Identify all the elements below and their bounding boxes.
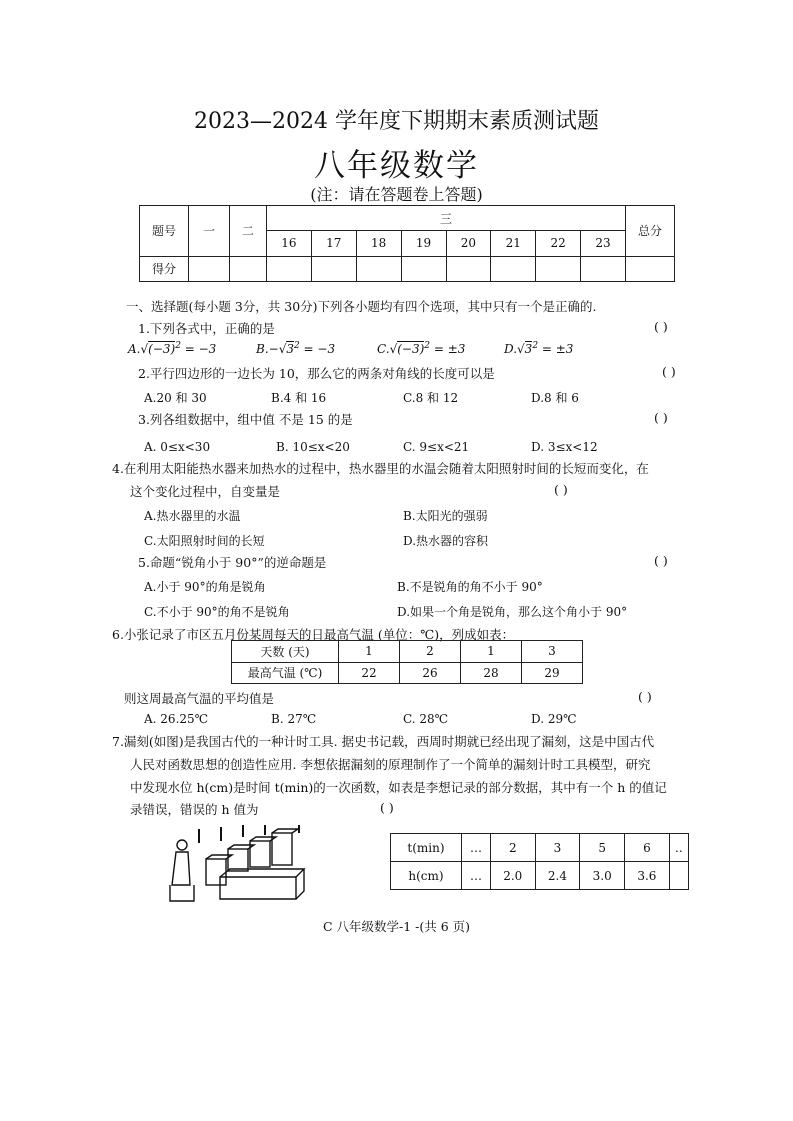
label-mark	[298, 825, 300, 833]
q6-stem: 6.小张记录了市区五月份某周每天的日最高气温 (单位：℃)，列成如表：	[112, 627, 515, 642]
score-table-sub-col: 16	[267, 231, 312, 256]
temp-table-cell: 22	[339, 662, 400, 684]
lou-table-cell: 2	[490, 834, 535, 862]
label-mark	[264, 825, 266, 835]
q3-option-d: D. 3≤x<12	[531, 440, 598, 454]
score-cell	[267, 256, 312, 281]
q4-stem-line1: 4.在利用太阳能热水器来加热水的过程中，热水器里的水温会随着太阳照射时间的长短而变化，在	[112, 461, 649, 476]
q4-option-b: B.太阳光的强弱	[403, 509, 488, 523]
platform-top	[220, 869, 304, 877]
lou-table-cell: 6	[625, 834, 670, 862]
q5-option-c: C.不小于 90°的角不是锐角	[144, 605, 290, 619]
q1-a-exponent: 2	[175, 341, 181, 351]
q4-option-d: D.热水器的容积	[403, 534, 489, 548]
vessel-1	[206, 859, 226, 885]
q6-option-c: C. 28℃	[403, 712, 449, 726]
score-cell	[491, 256, 536, 281]
q1-a-prefix: A.	[128, 342, 141, 356]
q4-option-c: C.太阳照射时间的长短	[144, 534, 265, 548]
score-table-col-3: 三	[267, 206, 626, 231]
lou-table-cell	[669, 862, 688, 890]
q3-option-b: B. 10≤x<20	[276, 440, 350, 454]
score-table-sub-col: 21	[491, 231, 536, 256]
vessel-2	[228, 849, 248, 871]
score-cell	[311, 256, 356, 281]
q6-option-d: D. 29℃	[531, 712, 577, 726]
q1-d-radicand: 3	[524, 342, 533, 356]
lou-table-cell: 2.0	[490, 862, 535, 890]
q1-c-prefix: C.	[377, 342, 390, 356]
q3-option-c: C. 9≤x<21	[403, 440, 470, 454]
score-table-sub-col: 18	[356, 231, 401, 256]
q1-option-d	[504, 341, 573, 356]
q1-b-prefix: B.−	[256, 342, 279, 356]
q6-answer-paren: ( )	[638, 689, 652, 704]
score-cell	[581, 256, 626, 281]
q1-c-radicand: (−3)	[397, 342, 425, 356]
temp-table-header: 最高气温 (℃)	[232, 662, 339, 684]
platform	[220, 877, 296, 899]
q2-answer-paren: ( )	[662, 364, 676, 379]
q7-answer-paren: ( )	[380, 800, 394, 815]
q5-option-a: A.小于 90°的角是锐角	[144, 580, 266, 594]
score-cell	[401, 256, 446, 281]
temp-table-header: 天数 (天)	[232, 641, 339, 663]
clepsydra-illustration	[158, 825, 308, 905]
q2-option-d: D.8 和 6	[531, 391, 579, 405]
q7-stem-line3: 中发现水位 h(cm)是时间 t(min)的一次函数，如表是李想记录的部分数据，其中有一个 h 的值记	[130, 780, 667, 795]
lou-table-cell: 3	[535, 834, 580, 862]
score-table-col-1: 一	[189, 206, 230, 257]
q4-stem-line2: 这个变化过程中，自变量是	[130, 484, 281, 499]
exam-note: (注：请在答题卷上答题)	[310, 185, 483, 204]
exam-title: 2023—2024 学年度下期期末素质测试题	[194, 109, 599, 134]
q2-option-c: C.8 和 12	[403, 391, 459, 405]
q5-option-b: B.不是锐角的角不小于 90°	[397, 580, 543, 594]
score-table-label-score: 得分	[140, 256, 189, 281]
sqrt-icon: √	[140, 342, 149, 356]
score-table-col-2: 二	[230, 206, 267, 257]
figure-base	[170, 885, 194, 901]
q6-question: 则这周最高气温的平均值是	[124, 691, 275, 706]
q1-a-rest: = −3	[180, 342, 217, 356]
temp-table-cell: 1	[339, 641, 400, 663]
label-mark	[242, 825, 244, 837]
score-cell	[536, 256, 581, 281]
lou-table-cell: …	[462, 862, 491, 890]
q2-stem: 2.平行四边形的一边长为 10，那么它的两条对角线的长度可以是	[138, 366, 495, 381]
clepsydra-data-table	[390, 833, 689, 890]
q1-b-rest: = −3	[299, 342, 336, 356]
score-table	[139, 205, 675, 282]
q2-option-b: B.4 和 16	[271, 391, 327, 405]
q1-c-exponent: 2	[424, 341, 431, 351]
score-cell	[446, 256, 491, 281]
q7-stem-line2: 人民对函数思想的创造性应用. 李想依据漏刻的原理制作了一个简单的漏刻计时工具模型，研究	[130, 757, 651, 772]
q4-answer-paren: ( )	[554, 482, 568, 497]
q3-stem: 3.列各组数据中，组中值 不是 15 的是	[138, 412, 353, 427]
temp-table-cell: 26	[400, 662, 461, 684]
q4-option-a: A.热水器里的水温	[144, 509, 241, 523]
score-cell	[189, 256, 230, 281]
sqrt-icon: √	[278, 342, 287, 356]
figure-head	[177, 840, 187, 850]
subject-title: 八年级数学	[314, 148, 479, 184]
q1-b-exponent: 2	[293, 341, 300, 351]
q1-c-rest: = ±3	[430, 342, 466, 356]
q1-d-exponent: 2	[532, 341, 539, 351]
temperature-table	[231, 640, 583, 684]
score-cell	[626, 256, 675, 281]
score-cell	[356, 256, 401, 281]
q7-stem-line4: 录错误，错误的 h 值为	[130, 802, 259, 817]
q1-stem: 1.下列各式中，正确的是	[138, 321, 275, 336]
temp-table-cell: 1	[461, 641, 522, 663]
q7-stem-line1: 7.漏刻(如图)是我国古代的一种计时工具. 据史书记载，西周时期就已经出现了漏刻，这是中国古代	[112, 734, 655, 749]
score-table-sub-col: 19	[401, 231, 446, 256]
q1-option-a	[128, 341, 216, 356]
score-cell	[230, 256, 267, 281]
section1-heading: 一、选择题(每小题 3分，共 30分)下列各小题均有四个选项，其中只有一个是正确的.	[126, 299, 597, 314]
temp-table-cell: 29	[522, 662, 583, 684]
q1-a-radicand: (−3)	[148, 342, 176, 356]
lou-table-cell: 2.4	[535, 862, 580, 890]
score-table-sub-col: 17	[311, 231, 356, 256]
lou-table-header: h(cm)	[391, 862, 462, 890]
q5-stem: 5.命题“锐角小于 90°”的逆命题是	[138, 555, 327, 570]
label-mark	[198, 829, 200, 843]
lou-table-cell: …	[462, 834, 491, 862]
sqrt-icon: √	[389, 342, 398, 356]
q1-d-rest: = ±3	[538, 342, 574, 356]
score-table-sub-col: 20	[446, 231, 491, 256]
lou-table-cell: ..	[669, 834, 688, 862]
temp-table-cell: 3	[522, 641, 583, 663]
q1-option-c	[377, 341, 465, 356]
score-table-sub-col: 22	[536, 231, 581, 256]
lou-table-cell: 3.0	[580, 862, 625, 890]
q5-option-d: D.如果一个角是锐角，那么这个角小于 90°	[397, 605, 628, 619]
page-footer: C 八年级数学-1 -(共 6 页)	[322, 919, 471, 934]
temp-table-cell: 2	[400, 641, 461, 663]
lou-table-cell: 5	[580, 834, 625, 862]
q1-answer-paren: ( )	[654, 319, 668, 334]
q6-option-b: B. 27℃	[271, 712, 317, 726]
lou-table-header: t(min)	[391, 834, 462, 862]
q3-answer-paren: ( )	[654, 410, 668, 425]
sqrt-icon: √	[517, 342, 525, 356]
label-mark	[220, 827, 222, 841]
temp-table-cell: 28	[461, 662, 522, 684]
figure-body	[172, 852, 190, 885]
q2-option-a: A.20 和 30	[144, 391, 207, 405]
score-table-label-no: 题号	[140, 206, 189, 257]
q6-option-a: A. 26.25℃	[144, 712, 209, 726]
score-table-sub-col: 23	[581, 231, 626, 256]
q3-option-a: A. 0≤x<30	[144, 440, 211, 454]
score-table-total: 总分	[626, 206, 675, 257]
q5-answer-paren: ( )	[654, 553, 668, 568]
q1-d-prefix: D.	[504, 342, 518, 356]
lou-table-cell: 3.6	[625, 862, 670, 890]
q1-option-b	[256, 341, 335, 356]
q1-b-radicand: 3	[286, 342, 294, 356]
